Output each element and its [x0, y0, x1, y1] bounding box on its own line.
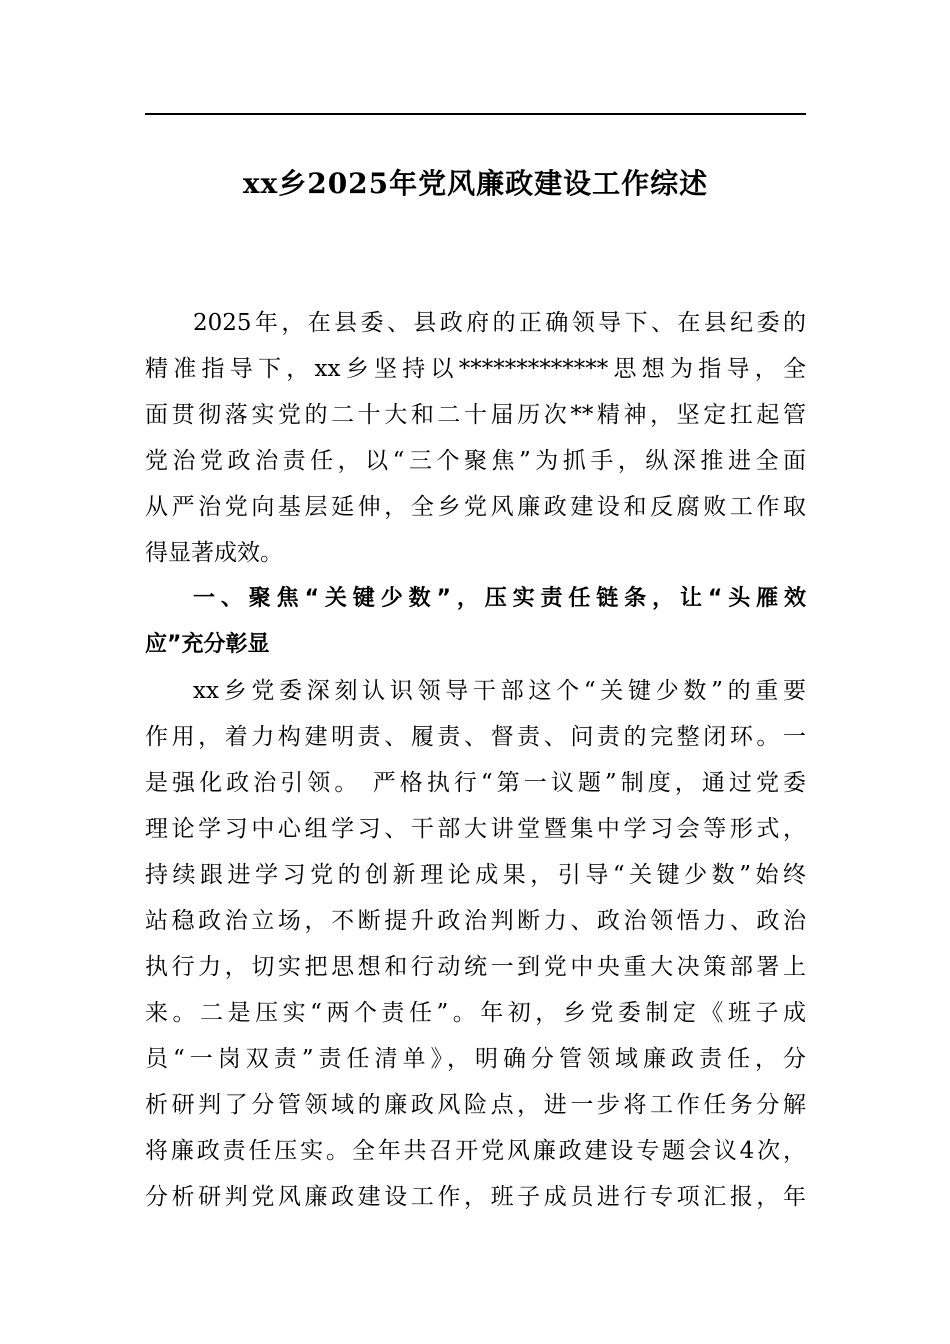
- section-line: 分析研判党风廉政建设工作，班子成员进行专项汇报，年: [145, 1184, 806, 1210]
- header-rule: [145, 113, 806, 115]
- section-line: 持续跟进学习党的创新理论成果，引导“关键少数”始终: [145, 862, 806, 888]
- section-heading: [145, 576, 806, 668]
- intro-line: 党治党政治责任，以“三个聚焦”为抓手，纵深推进全面: [145, 448, 806, 474]
- intro-line: 精准指导下，xx乡坚持以*************思想为指导，全: [145, 356, 806, 382]
- intro-paragraph: [145, 300, 806, 576]
- section-heading-line: 应”充分彰显: [145, 632, 270, 657]
- intro-line: 2025年，在县委、县政府的正确领导下、在县纪委的: [193, 310, 806, 336]
- section-line: xx乡党委深刻认识领导干部这个“关键少数”的重要: [193, 678, 806, 704]
- section-line: 执行力，切实把思想和行动统一到党中央重大决策部署上: [145, 954, 806, 980]
- section-heading-line: 一、聚焦“关键少数”，压实责任链条，让“头雁效: [193, 586, 806, 611]
- section-line: 站稳政治立场，不断提升政治判断力、政治领悟力、政治: [145, 908, 806, 934]
- intro-line: 得显著成效。: [145, 540, 283, 566]
- section-line: 理论学习中心组学习、干部大讲堂暨集中学习会等形式，: [145, 816, 806, 842]
- section-line: 作用，着力构建明责、履责、督责、问责的完整闭环。一: [145, 724, 806, 750]
- document-title: xx乡2025年党风廉政建设工作综述: [242, 167, 709, 200]
- section-paragraph: [145, 668, 806, 1220]
- section-line: 来。二是压实“两个责任”。年初，乡党委制定《班子成: [145, 1000, 806, 1026]
- section-line: 析研判了分管领域的廉政风险点，进一步将工作任务分解: [145, 1092, 806, 1118]
- section-line: 员“一岗双责”责任清单》，明确分管领域廉政责任，分: [145, 1046, 806, 1072]
- section-line: 是强化政治引领。 严格执行“第一议题”制度，通过党委: [145, 770, 806, 796]
- section-line: 将廉政责任压实。全年共召开党风廉政建设专题会议4次，: [145, 1138, 806, 1164]
- intro-line: 从严治党向基层延伸，全乡党风廉政建设和反腐败工作取: [145, 494, 806, 520]
- document-body: [145, 300, 806, 1220]
- intro-line: 面贯彻落实党的二十大和二十届历次**精神，坚定扛起管: [145, 402, 806, 428]
